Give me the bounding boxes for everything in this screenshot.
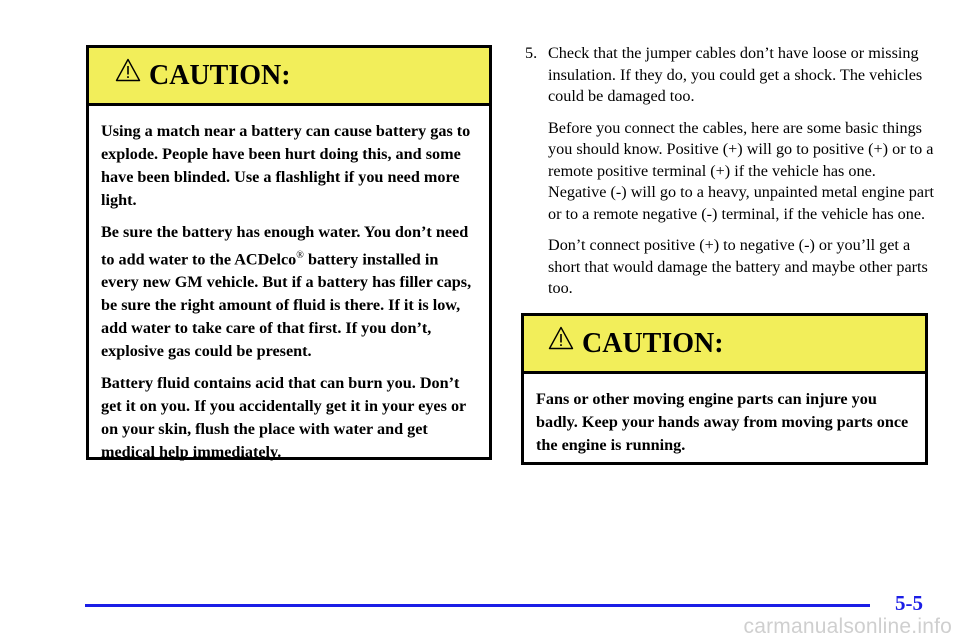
warning-triangle-icon (548, 326, 574, 350)
caution-paragraph: Battery fluid contains acid that can burn you. Don’t get it on you. If you accidentally get it in your eyes or on your skin, flush the place with water and get medical help immediately. (101, 374, 466, 462)
caution-title: CAUTION: (149, 60, 291, 91)
footer-rule (85, 604, 870, 607)
paragraph-short-warning: Don’t connect positive (+) to negative (-) or you’ll get a short that would damage the battery and maybe other parts too. (548, 236, 928, 297)
caution-paragraph-text: battery installed in every new GM vehicle. But if a battery has filler caps, be sure the right amount of fluid is there. If it is low, add water to take care of that first. If you don’t, explosive gas could be present. (101, 250, 472, 361)
warning-triangle-icon (115, 58, 141, 82)
watermark: carmanualsonline.info (743, 615, 952, 638)
caution-paragraph-text: Be sure the battery has enough water. You don’t need to add water to the ACDelco (101, 223, 469, 269)
step-text: Check that the jumper cables don’t have loose or missing insulation. If they do, you could get a shock. The vehicles could be damaged too. (548, 44, 923, 105)
instructions-column (525, 43, 935, 310)
caution-paragraph: Fans or other moving engine parts can injure you badly. Keep your hands away from moving parts once the engine is running. (536, 390, 909, 454)
caution-box-fans (521, 313, 928, 465)
paragraph-connect-cables: Before you connect the cables, here are some basic things you should know. Positive (+) will go to positive (+) or to a remote positive terminal (+) if the vehicle has one. Negative (-) will go to a heavy, unpainted metal engine part or to a remote negative (-) terminal, if the vehicle has one. (548, 118, 934, 223)
caution-title: CAUTION: (582, 328, 724, 359)
caution-paragraph: Using a match near a battery can cause battery gas to explode. People have been hurt doing this, and some have been blinded. Use a flashlight if you need more light. (101, 122, 471, 209)
step-5 (525, 43, 935, 108)
caution-box-battery (86, 45, 492, 460)
caution-header (89, 48, 489, 106)
registered-mark: ® (296, 250, 304, 261)
step-number: 5. (525, 44, 538, 62)
page-number: 5-5 (895, 591, 923, 615)
caution-paragraph (101, 221, 477, 363)
caution-header (524, 316, 925, 374)
caution-body (89, 106, 489, 464)
caution-body (524, 374, 925, 457)
